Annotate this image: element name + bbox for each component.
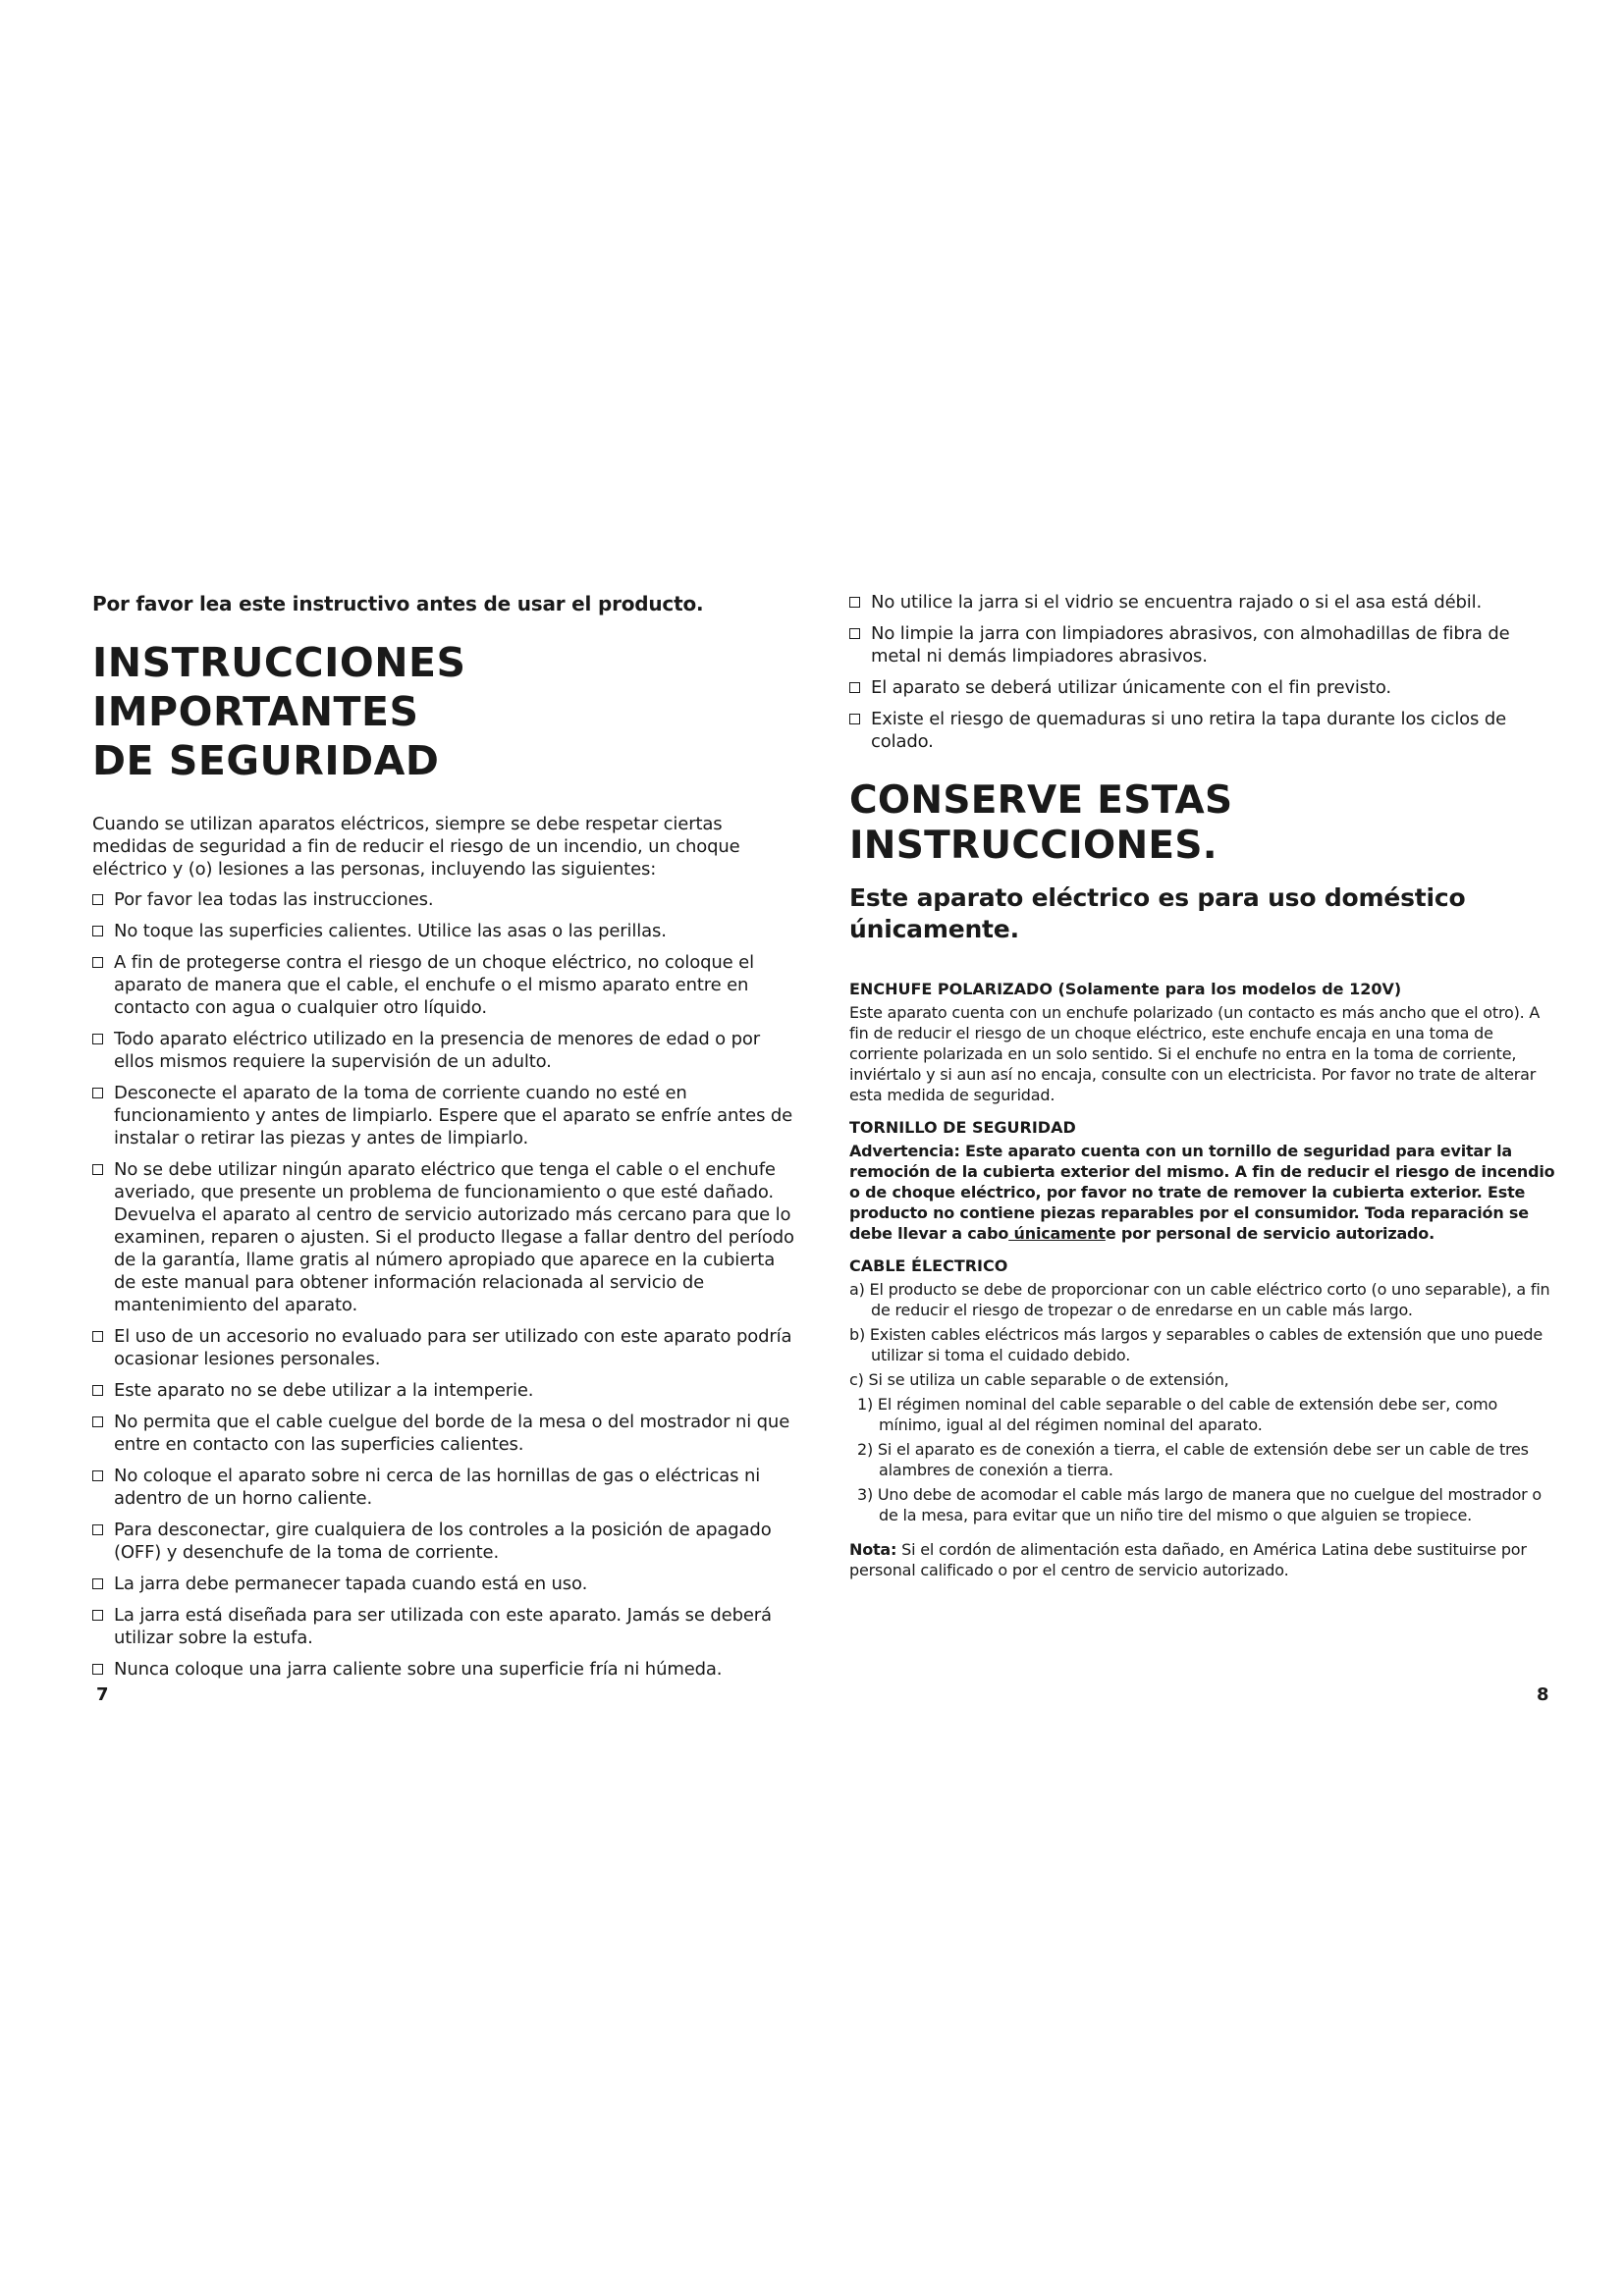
electric-cable-heading: CABLE ÉLECTRICO [849, 1256, 1008, 1275]
intro-paragraph: Cuando se utilizan aparatos eléctricos, siempre se debe respetar ciertas medidas de seguridad a fin de reducir el riesgo de un incendio, un choque eléctrico y (o) lesiones a las personas, incluyendo las siguientes: [92, 814, 740, 880]
main-title [92, 638, 799, 785]
cable-subitem-3: 3) Uno debe de acomodar el cable más largo de manera que no cuelgue del mostrador o de la mesa, para evitar que un niño tire del mismo o que alguien se tropiece. [857, 1485, 1543, 1524]
list-item: El aparato se deberá utilizar únicamente con el fin previsto. [849, 676, 1556, 699]
list-item: El uso de un accesorio no evaluado para ser utilizado con este aparato podría ocasionar lesiones personales. [92, 1325, 799, 1370]
checkbox-icon [849, 628, 860, 639]
list-item: No toque las superficies calientes. Utilice las asas o las perillas. [92, 920, 799, 942]
list-item: Este aparato no se debe utilizar a la intemperie. [92, 1379, 799, 1402]
list-item: No coloque el aparato sobre ni cerca de las hornillas de gas o eléctricas ni adentro de un horno caliente. [92, 1465, 799, 1510]
power-cord-note: Nota: Si el cordón de alimentación esta dañado, en América Latina debe sustituirse por personal calificado o por el centro de servicio autorizado. [849, 1540, 1527, 1579]
checkbox-icon [92, 1524, 103, 1535]
safety-list-continued [849, 591, 1556, 753]
safety-screw-warning: Advertencia: Este aparato cuenta con un tornillo de seguridad para evitar la remoción de la cubierta exterior del mismo. A fin de reducir el riesgo de incendio o de choque eléctrico, por favor no trate de remover la cubierta exterior. Este producto no contiene piezas reparables por el consumidor. Toda reparación se debe llevar a cabo únicamente por personal de servicio autorizado. [849, 1142, 1555, 1243]
page-number-right: 8 [1537, 1684, 1549, 1705]
cable-item-c: c) Si se utiliza un cable separable o de extensión, [849, 1370, 1229, 1389]
checkbox-icon [849, 597, 860, 608]
household-use-subtitle: Este aparato eléctrico es para uso doméstico únicamente. [849, 883, 1466, 943]
cable-item-a: a) El producto se debe de proporcionar con un cable eléctrico corto (o uno separable), a fin de reducir el riesgo de tropezar o de enredarse en un cable más largo. [849, 1280, 1550, 1319]
checkbox-icon [92, 1610, 103, 1621]
right-page [849, 591, 1556, 1580]
checkbox-icon [92, 1331, 103, 1342]
cable-subitem-1: 1) El régimen nominal del cable separable o del cable de extensión debe ser, como mínimo, igual al del régimen nominal del aparato. [857, 1395, 1498, 1434]
checkbox-icon [92, 1664, 103, 1675]
list-item: La jarra debe permanecer tapada cuando está en uso. [92, 1573, 799, 1595]
checkbox-icon [849, 714, 860, 724]
safety-list [92, 888, 799, 1681]
list-item: No limpie la jarra con limpiadores abrasivos, con almohadillas de fibra de metal ni demás limpiadores abrasivos. [849, 622, 1556, 667]
main-title-line2: DE SEGURIDAD [92, 737, 440, 784]
checkbox-icon [849, 682, 860, 693]
list-item: No se debe utilizar ningún aparato eléctrico que tenga el cable o el enchufe averiado, que presente un problema de funcionamiento o que esté dañado. Devuelva el aparato al centro de servicio autorizado más cercano para que lo examinen, reparen o ajusten. Si el producto llegase a fallar dentro del período de la garantía, llame gratis al número apropiado que aparece en la cubierta de este manual para obtener información relacionada al servicio de mantenimiento del aparato. [92, 1158, 799, 1316]
cable-item-b: b) Existen cables eléctricos más largos y separables o cables de extensión que uno puede utilizar si toma el cuidado debido. [849, 1325, 1543, 1364]
list-item: Existe el riesgo de quemaduras si uno retira la tapa durante los ciclos de colado. [849, 708, 1556, 753]
checkbox-icon [92, 1416, 103, 1427]
list-item: A fin de protegerse contra el riesgo de un choque eléctrico, no coloque el aparato de manera que el cable, el enchufe o el mismo aparato entre en contacto con agua o cualquier otro líquido. [92, 951, 799, 1019]
checkbox-icon [92, 1034, 103, 1044]
list-item: Por favor lea todas las instrucciones. [92, 888, 799, 911]
list-item: La jarra está diseñada para ser utilizada con este aparato. Jamás se deberá utilizar sobre la estufa. [92, 1604, 799, 1649]
safety-screw-heading: TORNILLO DE SEGURIDAD [849, 1118, 1076, 1137]
main-title-line1: INSTRUCCIONES IMPORTANTES [92, 639, 466, 735]
checkbox-icon [92, 1470, 103, 1481]
checkbox-icon [92, 926, 103, 936]
list-item: Nunca coloque una jarra caliente sobre una superficie fría ni húmeda. [92, 1658, 799, 1681]
list-item: Para desconectar, gire cualquiera de los controles a la posición de apagado (OFF) y desenchufe de la toma de corriente. [92, 1519, 799, 1564]
underlined-word: únicament [1008, 1224, 1106, 1243]
list-item: No permita que el cable cuelgue del borde de la mesa o del mostrador ni que entre en contacto con las superficies calientes. [92, 1411, 799, 1456]
list-item: No utilice la jarra si el vidrio se encuentra rajado o si el asa está débil. [849, 591, 1556, 614]
checkbox-icon [92, 1578, 103, 1589]
checkbox-icon [92, 1088, 103, 1098]
intro-text: Por favor lea este instructivo antes de usar el producto. [92, 592, 704, 615]
polarized-plug-heading: ENCHUFE POLARIZADO (Solamente para los modelos de 120V) [849, 980, 1402, 998]
left-page [92, 591, 799, 1689]
checkbox-icon [92, 894, 103, 905]
checkbox-icon [92, 957, 103, 968]
list-item: Desconecte el aparato de la toma de corriente cuando no esté en funcionamiento y antes de limpiarlo. Espere que el aparato se enfríe antes de instalar o retirar las piezas y antes de limpiarlo. [92, 1082, 799, 1149]
checkbox-icon [92, 1385, 103, 1396]
page-number-left: 7 [96, 1684, 109, 1705]
polarized-plug-text: Este aparato cuenta con un enchufe polarizado (un contacto es más ancho que el otro). A fin de reducir el riesgo de un choque eléctrico, este enchufe encaja en una toma de corriente polarizada en un solo sentido. Si el enchufe no entra en la toma de corriente, inviértalo y si aun así no encaja, consulte con un electricista. Por favor no trate de alterar esta medida de seguridad. [849, 1003, 1541, 1104]
conserve-title: CONSERVE ESTAS INSTRUCCIONES. [849, 778, 1233, 868]
cable-subitem-2: 2) Si el aparato es de conexión a tierra, el cable de extensión debe ser un cable de tres alambres de conexión a tierra. [857, 1440, 1529, 1479]
note-label: Nota: [849, 1540, 897, 1559]
list-item: Todo aparato eléctrico utilizado en la presencia de menores de edad o por ellos mismos requiere la supervisión de un adulto. [92, 1028, 799, 1073]
checkbox-icon [92, 1164, 103, 1175]
